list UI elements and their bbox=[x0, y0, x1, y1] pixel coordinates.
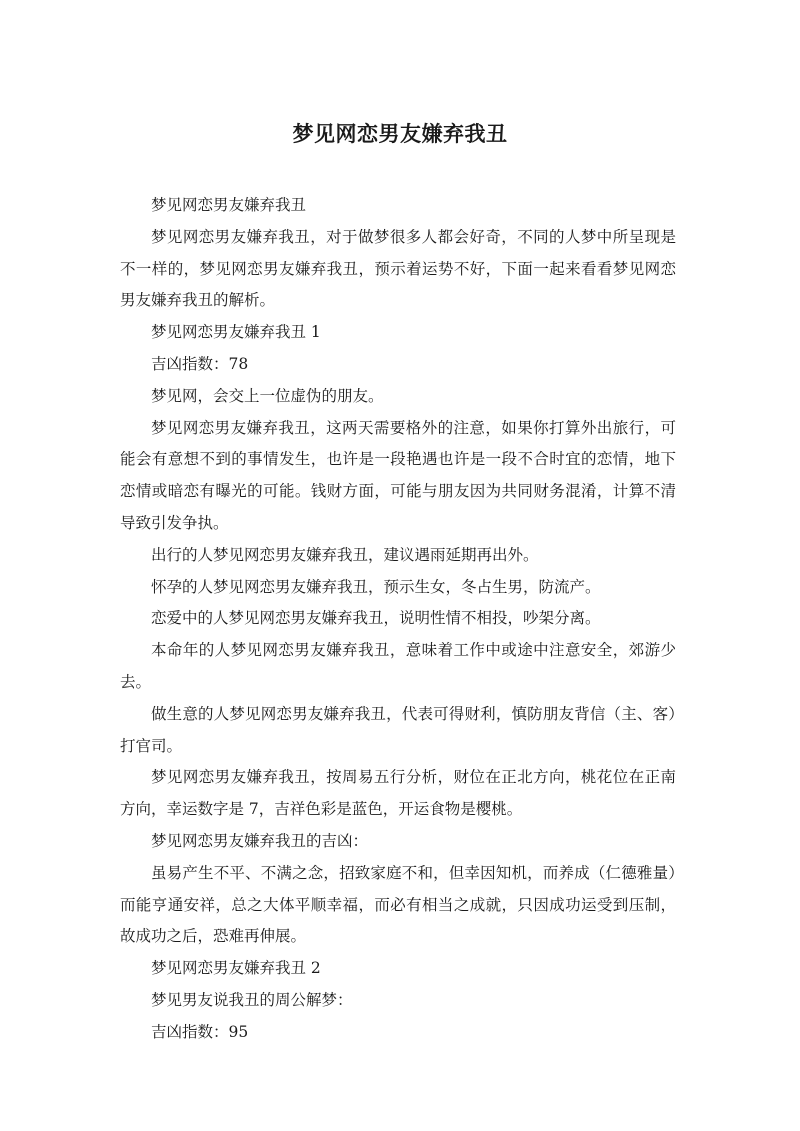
paragraph: 怀孕的人梦见网恋男友嫌弃我丑，预示生女，冬占生男，防流产。 bbox=[151, 577, 601, 596]
document-title: 梦见网恋男友嫌弃我丑 bbox=[292, 122, 508, 146]
fortune-index-1: 吉凶指数：78 bbox=[151, 354, 249, 373]
paragraph: 出行的人梦见网恋男友嫌弃我丑，建议遇雨延期再出外。 bbox=[151, 545, 539, 564]
paragraph: 梦见网恋男友嫌弃我丑，这两天需要格外的注意，如果你打算外出旅行，可能会有意想不到的事情发生，也许是一段艳遇也许是一段不合时宜的恋情，地下恋情或暗恋有曝光的可能。钱财方面，可能与朋友因为共同财务混淆，计算不清导致引发争执。 bbox=[120, 418, 676, 532]
document-body bbox=[120, 190, 676, 1049]
paragraph: 做生意的人梦见网恋男友嫌弃我丑，代表可得财利，慎防朋友背信（主、客）打官司。 bbox=[120, 704, 676, 755]
section-heading-2: 梦见网恋男友嫌弃我丑 2 bbox=[151, 959, 321, 978]
paragraph: 梦见男友说我丑的周公解梦： bbox=[151, 990, 353, 1009]
paragraph: 梦见网恋男友嫌弃我丑，按周易五行分析，财位在正北方向，桃花位在正南方向，幸运数字是 7，吉祥色彩是蓝色，开运食物是樱桃。 bbox=[120, 768, 676, 819]
paragraph: 虽易产生不平、不满之念，招致家庭不和，但幸因知机，而养成（仁德雅量）而能亨通安祥，总之大体平顺幸福，而必有相当之成就，只因成功运受到压制，故成功之后，恐难再伸展。 bbox=[120, 863, 676, 946]
section-heading-1: 梦见网恋男友嫌弃我丑 1 bbox=[151, 323, 321, 342]
paragraph-intro: 梦见网恋男友嫌弃我丑，对于做梦很多人都会好奇，不同的人梦中所呈现是不一样的，梦见网恋男友嫌弃我丑，预示着运势不好，下面一起来看看梦见网恋男友嫌弃我丑的解析。 bbox=[120, 227, 676, 310]
paragraph: 梦见网恋男友嫌弃我丑的吉凶： bbox=[151, 831, 369, 850]
fortune-index-2: 吉凶指数：95 bbox=[151, 1022, 249, 1041]
paragraph-heading: 梦见网恋男友嫌弃我丑 bbox=[151, 196, 307, 214]
paragraph: 恋爱中的人梦见网恋男友嫌弃我丑，说明性情不相投，吵架分离。 bbox=[151, 609, 601, 628]
paragraph: 本命年的人梦见网恋男友嫌弃我丑，意味着工作中或途中注意安全，郊游少去。 bbox=[120, 641, 676, 691]
paragraph: 梦见网，会交上一位虚伪的朋友。 bbox=[151, 386, 384, 405]
